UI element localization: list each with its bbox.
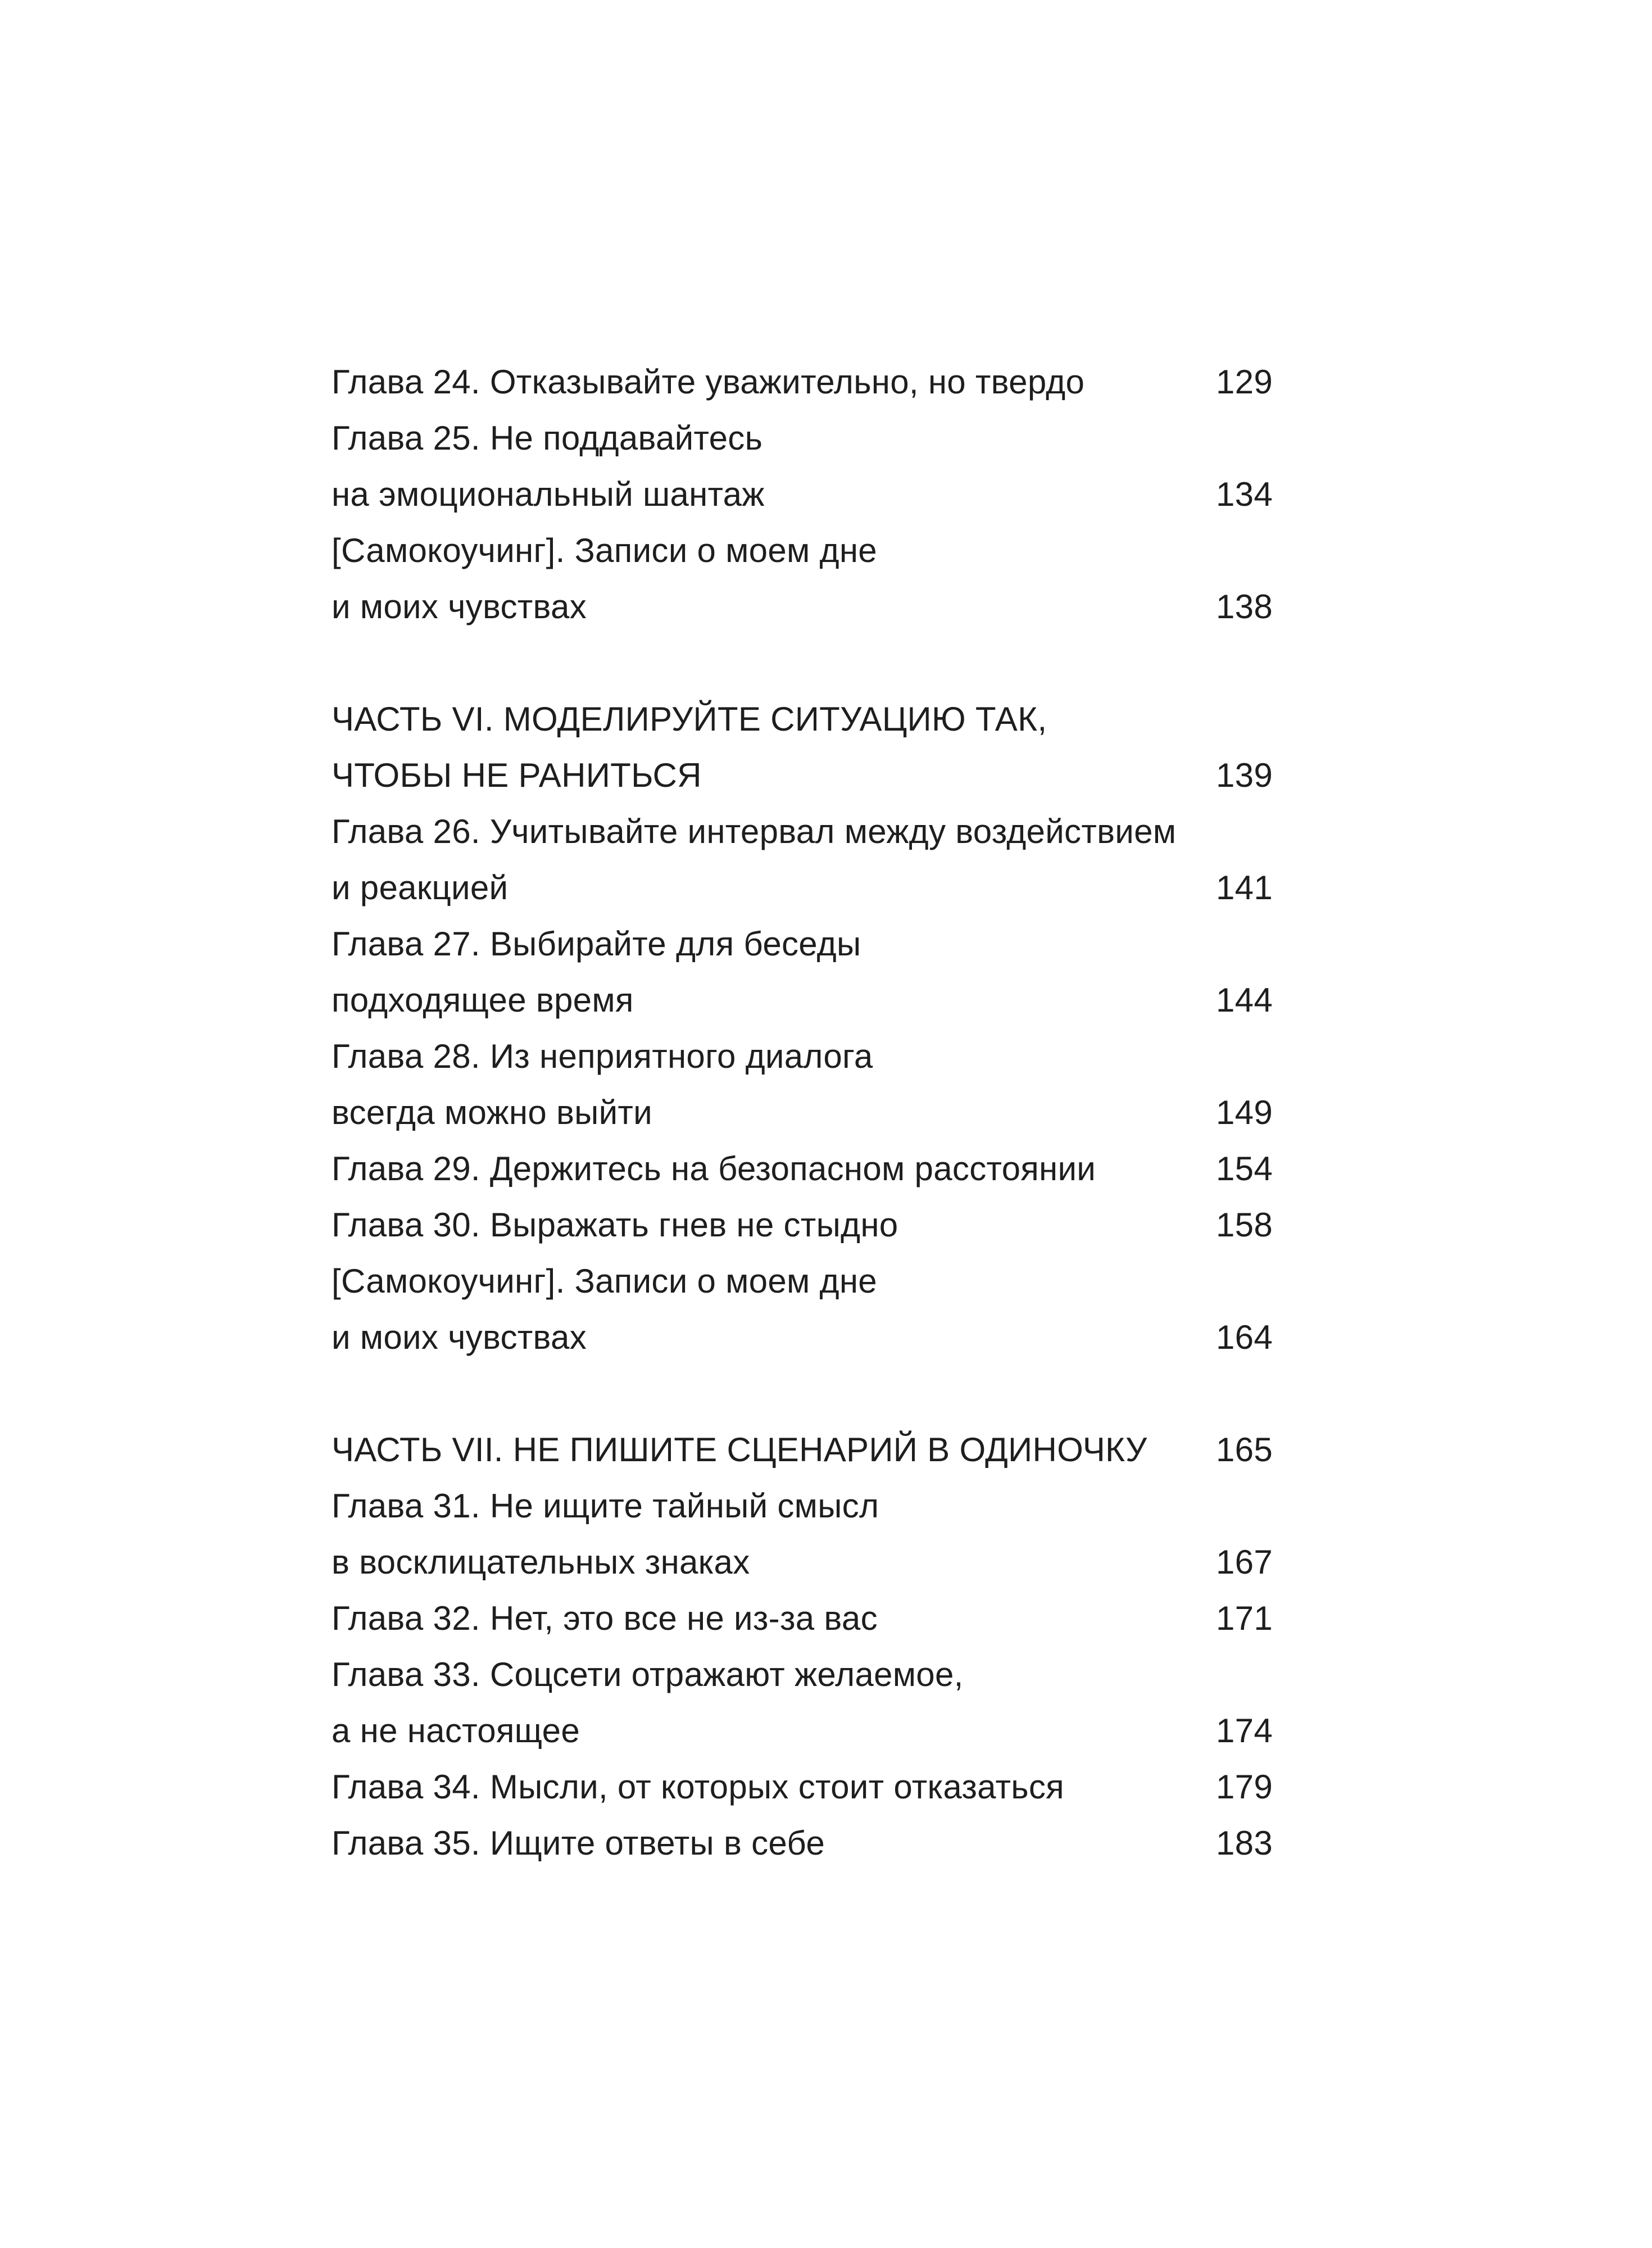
toc-entry-title: и моих чувствах [332, 588, 587, 626]
toc-entry-chapter-28-cont[interactable] [332, 1085, 1273, 1141]
toc-entry-page: 129 [1215, 363, 1273, 401]
toc-entry-page: 158 [1215, 1206, 1273, 1244]
toc-entry-page: 179 [1215, 1768, 1273, 1806]
toc-entry-title: Глава 29. Держитесь на безопасном расстоянии [332, 1150, 1096, 1188]
toc-entry-page: 164 [1215, 1318, 1273, 1356]
toc-entry-chapter-25[interactable] [332, 410, 1273, 466]
toc-entry-title: и моих чувствах [332, 1318, 587, 1356]
toc-entry-title: Глава 27. Выбирайте для беседы [332, 925, 861, 963]
toc-entry-page: 174 [1215, 1712, 1273, 1750]
toc-entry-title: Глава 33. Соцсети отражают желаемое, [332, 1656, 964, 1693]
toc-entry-title: ЧАСТЬ VII. НЕ ПИШИТЕ СЦЕНАРИЙ В ОДИНОЧКУ [332, 1431, 1147, 1469]
toc-entry-part-6[interactable] [332, 691, 1273, 747]
toc-entry-chapter-34[interactable] [332, 1759, 1273, 1815]
toc-entry-title: и реакцией [332, 869, 509, 907]
section-gap [332, 635, 1273, 691]
toc-entry-title: Глава 34. Мысли, от которых стоит отказаться [332, 1768, 1064, 1806]
toc-entry-title: Глава 35. Ищите ответы в себе [332, 1824, 825, 1862]
toc-entry-title: Глава 28. Из неприятного диалога [332, 1037, 873, 1075]
section-gap [332, 1366, 1273, 1422]
toc-entry-page: 134 [1215, 475, 1273, 513]
toc-entry-chapter-28[interactable] [332, 1028, 1273, 1085]
toc-entry-title: [Самокоучинг]. Записи о моем дне [332, 1262, 877, 1300]
toc-entry-page: 149 [1215, 1094, 1273, 1131]
toc-entry-title: Глава 30. Выражать гнев не стыдно [332, 1206, 898, 1244]
toc-entry-chapter-32[interactable] [332, 1590, 1273, 1647]
toc-entry-selfcoaching-2-cont[interactable] [332, 1309, 1273, 1366]
toc-entry-page: 171 [1215, 1599, 1273, 1637]
table-of-contents [332, 354, 1273, 1871]
toc-entry-chapter-26-cont[interactable] [332, 860, 1273, 916]
toc-entry-title: Глава 32. Нет, это все не из-за вас [332, 1599, 878, 1637]
toc-entry-title: [Самокоучинг]. Записи о моем дне [332, 532, 877, 569]
toc-entry-title: Глава 26. Учитывайте интервал между воздействием [332, 813, 1177, 850]
toc-entry-page: 144 [1215, 981, 1273, 1019]
toc-entry-chapter-30[interactable] [332, 1197, 1273, 1253]
toc-entry-chapter-27[interactable] [332, 916, 1273, 972]
toc-entry-title: а не настоящее [332, 1712, 580, 1750]
toc-entry-title: в восклицательных знаках [332, 1543, 750, 1581]
toc-entry-part-6-cont[interactable] [332, 747, 1273, 804]
toc-entry-page: 167 [1215, 1543, 1273, 1581]
toc-entry-page: 154 [1215, 1150, 1273, 1188]
toc-entry-title: всегда можно выйти [332, 1094, 652, 1131]
toc-entry-title: ЧАСТЬ VI. МОДЕЛИРУЙТЕ СИТУАЦИЮ ТАК, [332, 700, 1047, 738]
toc-entry-page: 138 [1215, 588, 1273, 626]
toc-entry-selfcoaching-1-cont[interactable] [332, 579, 1273, 635]
toc-entry-chapter-31-cont[interactable] [332, 1534, 1273, 1590]
toc-entry-title: Глава 25. Не поддавайтесь [332, 419, 763, 457]
toc-entry-title: ЧТОБЫ НЕ РАНИТЬСЯ [332, 756, 702, 794]
toc-entry-chapter-33[interactable] [332, 1647, 1273, 1703]
toc-entry-chapter-25-cont[interactable] [332, 466, 1273, 523]
toc-entry-selfcoaching-2[interactable] [332, 1253, 1273, 1309]
toc-entry-selfcoaching-1[interactable] [332, 523, 1273, 579]
toc-entry-page: 165 [1215, 1431, 1273, 1469]
toc-entry-chapter-24[interactable] [332, 354, 1273, 410]
toc-entry-title: на эмоциональный шантаж [332, 475, 765, 513]
toc-entry-page: 183 [1215, 1824, 1273, 1862]
toc-entry-title: Глава 24. Отказывайте уважительно, но твердо [332, 363, 1085, 401]
toc-entry-title: Глава 31. Не ищите тайный смысл [332, 1487, 879, 1525]
toc-entry-part-7[interactable] [332, 1422, 1273, 1478]
toc-entry-chapter-33-cont[interactable] [332, 1703, 1273, 1759]
toc-entry-title: подходящее время [332, 981, 634, 1019]
toc-entry-page: 141 [1215, 869, 1273, 907]
toc-entry-chapter-29[interactable] [332, 1141, 1273, 1197]
toc-entry-page: 139 [1215, 756, 1273, 794]
toc-entry-chapter-31[interactable] [332, 1478, 1273, 1534]
toc-entry-chapter-35[interactable] [332, 1815, 1273, 1871]
toc-entry-chapter-27-cont[interactable] [332, 972, 1273, 1028]
toc-entry-chapter-26[interactable] [332, 804, 1273, 860]
